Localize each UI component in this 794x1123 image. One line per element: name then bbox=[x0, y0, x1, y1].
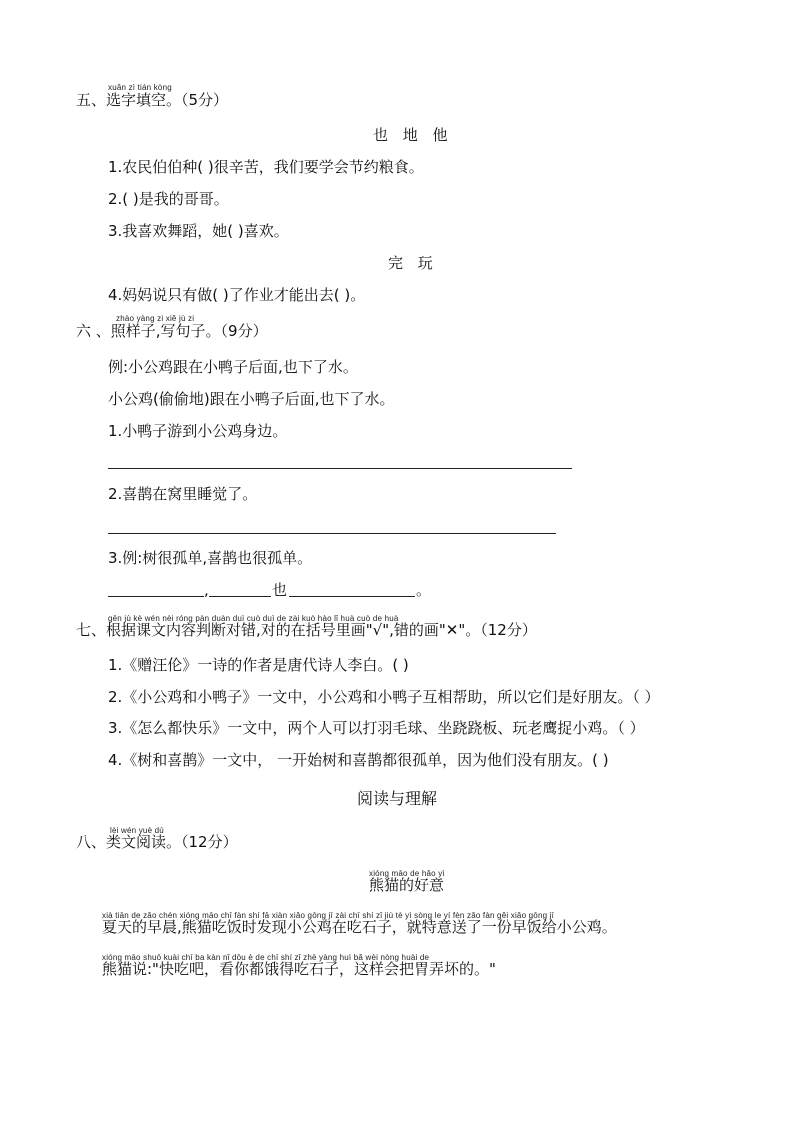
s6-pinyin: zhào yàng zi xiě jù zi bbox=[116, 314, 195, 323]
answer-blank-3c[interactable] bbox=[289, 596, 415, 597]
s7-question-3: 3.《怎么都快乐》一文中，两个人可以打羽毛球、坐跷跷板、玩老鹰捉小鸡。（ ） bbox=[108, 719, 645, 737]
s6-example-1: 例:小公鸡跟在小鸭子后面,也下了水。 bbox=[108, 358, 358, 376]
answer-blank-3a[interactable] bbox=[108, 596, 204, 597]
s6-question-3: 3.例:树很孤单,喜鹊也很孤单。 bbox=[108, 549, 313, 567]
paragraph-2: 熊猫说:"快吃吧，看你都饿得吃石子，这样会把胃弄坏的。" bbox=[102, 960, 496, 978]
s7-question-1: 1.《赠汪伦》一诗的作者是唐代诗人李白。( ) bbox=[108, 656, 409, 674]
s5-choices-2: 完 玩 bbox=[388, 254, 433, 272]
s6-question-2: 2.喜鹊在窝里睡觉了。 bbox=[108, 485, 258, 503]
s7-question-4: 4.《树和喜鹊》一文中， 一开始树和喜鹊都很孤单，因为他们没有朋友。( ) bbox=[108, 751, 609, 769]
s7-question-2: 2.《小公鸡和小鸭子》一文中，小公鸡和小鸭子互相帮助，所以它们是好朋友。（ ） bbox=[108, 688, 660, 706]
paragraph-1: 夏天的早晨,熊猫吃饭时发现小公鸡在吃石子，就特意送了一份早饭给小公鸡。 bbox=[102, 918, 617, 936]
s6-q3-separator: , bbox=[204, 581, 209, 599]
s5-heading: 五、选字填空。（5分） bbox=[76, 91, 229, 109]
s5-pinyin: xuǎn zì tián kòng bbox=[108, 83, 172, 92]
paragraph-2-pinyin: xióng māo shuō kuài chī ba kàn nǐ dōu è de chī shí zǐ zhè yàng huì bǎ wèi nòng huài de bbox=[102, 953, 430, 962]
part-title: 阅读与理解 bbox=[356, 789, 437, 808]
s5-question-4: 4.妈妈说只有做( )了作业才能出去( )。 bbox=[108, 286, 366, 304]
s7-heading: 七、根据课文内容判断对错,对的在括号里画"√",错的画"✕"。（12分） bbox=[76, 621, 537, 639]
s6-q3-also: 也 bbox=[272, 581, 288, 599]
answer-line-1[interactable] bbox=[108, 468, 572, 469]
story-title: 熊猫的好意 bbox=[369, 876, 445, 894]
s6-question-1: 1.小鸭子游到小公鸡身边。 bbox=[108, 422, 288, 440]
s5-question-1: 1.农民伯伯种( )很辛苦，我们要学会节约粮食。 bbox=[108, 158, 424, 176]
s5-question-3: 3.我喜欢舞蹈，她( )喜欢。 bbox=[108, 222, 289, 240]
s8-heading: 八、类文阅读。（12分） bbox=[76, 833, 238, 851]
answer-blank-3b[interactable] bbox=[209, 596, 271, 597]
s8-pinyin: lèi wén yuè dú bbox=[110, 826, 164, 835]
s6-example-2: 小公鸡(偷偷地)跟在小鸭子后面,也下了水。 bbox=[108, 390, 395, 408]
s5-choices-1: 也 地 他 bbox=[373, 126, 448, 144]
story-title-pinyin: xióng māo de hǎo yì bbox=[369, 869, 445, 878]
answer-line-2[interactable] bbox=[108, 533, 556, 534]
s7-pinyin: gēn jù kè wén nèi róng pàn duàn duì cuò duì de zài kuò hào lǐ huà cuò de huà bbox=[108, 614, 399, 623]
s6-heading: 六 、照样子,写句子。（9分） bbox=[76, 322, 268, 340]
s5-question-2: 2.( )是我的哥哥。 bbox=[108, 190, 229, 208]
s6-q3-end: 。 bbox=[416, 581, 432, 599]
paragraph-1-pinyin: xià tiān de zǎo chén xióng māo chī fàn shí fā xiàn xiǎo gōng jī zài chī shí zǐ jiù tè yì sòng le yí fèn zǎo fàn gěi xiǎo gōng jī bbox=[102, 911, 555, 920]
